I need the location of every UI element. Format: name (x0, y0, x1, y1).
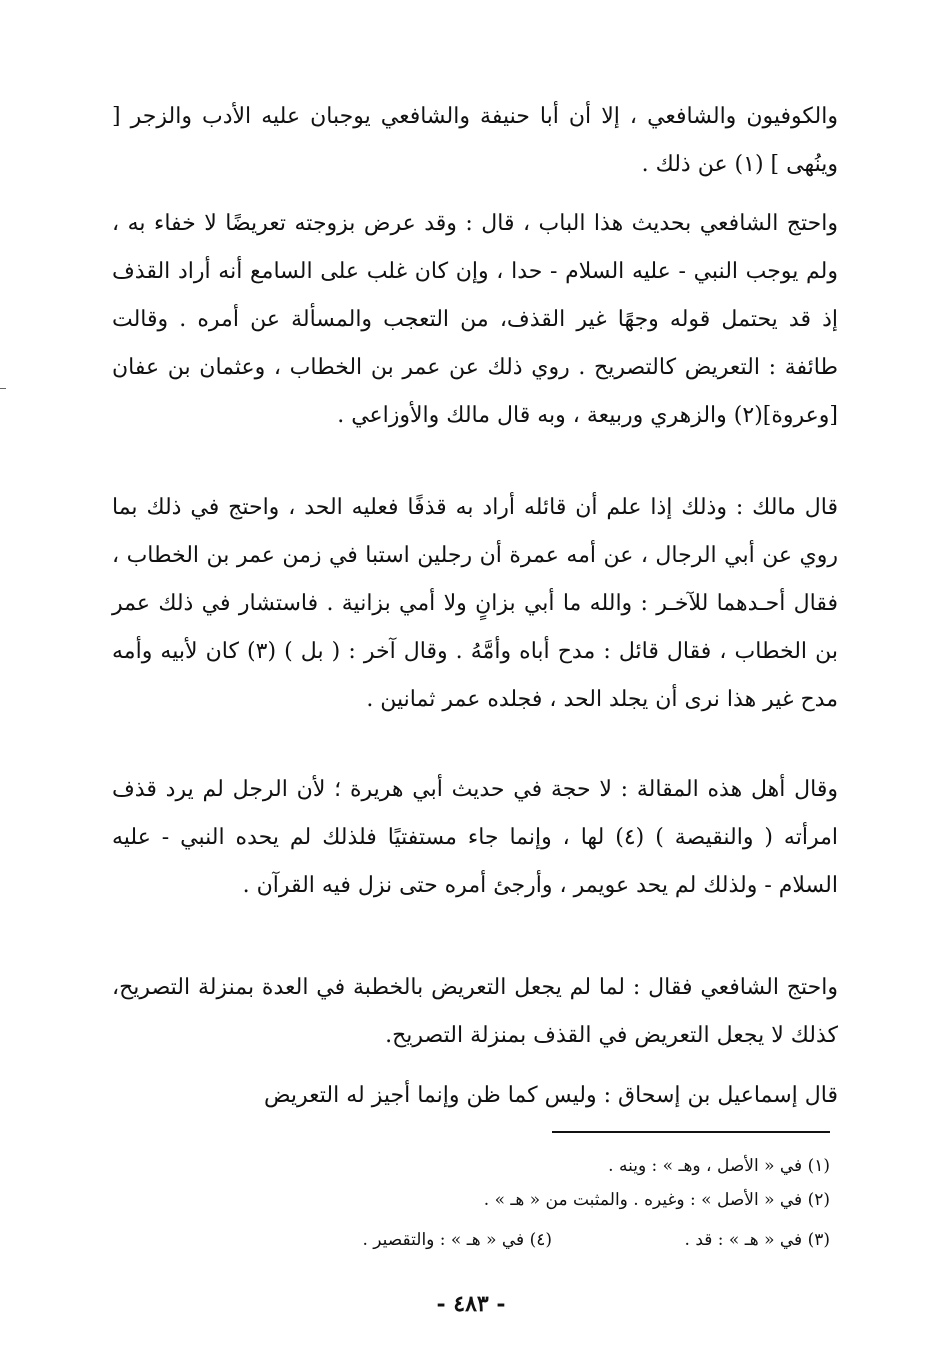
margin-mark (0, 388, 6, 389)
footnote-1: (١) في « الأصل ، وهـ » : وينه . (608, 1156, 830, 1176)
footnote-separator (552, 1131, 830, 1133)
paragraph-2: واحتج الشافعي بحديث هذا الباب ، قال : وقد عرض بزوجته تعريضًا لا خفاء به ، ولم يوجب النبي - عليه السلام - حدا ، وإن كان غلب على السامع أنه أراد القذف إذ قد يحتمل قوله وجهًا غير القذف، من التعجب والمسألة عن أمره . وقالت طائفة : التعريض كالتصريح . روي ذلك عن عمر بن الخطاب ، وعثمان بن عفان [وعروة](٢) والزهري وربيعة ، وبه قال مالك والأوزاعي . (112, 211, 838, 428)
footnote-3: (٣) في « هـ » : قد . (684, 1230, 830, 1250)
page-number: - ٤٨٣ - (436, 1291, 506, 1317)
paragraph-4: وقال أهل هذه المقالة : لا حجة في حديث أبي هريرة ؛ لأن الرجل لم يرد قذف امرأته ( والنقيصة ) (٤) لها ، وإنما جاء مستفتيًا فلذلك لم يحده النبي - عليه السلام - ولذلك لم يحد عويمر ، وأرجئ أمره حتى نزل فيه القرآن . (112, 777, 838, 898)
footnote-4: (٤) في « هـ » : والتقصير . (362, 1230, 552, 1250)
paragraph-1: والكوفيون والشافعي ، إلا أن أبا حنيفة والشافعي يوجبان عليه الأدب والزجر [ وينُهى ] (١) عن ذلك . (112, 104, 838, 177)
footnote-2: (٢) في « الأصل » : وغيره . والمثبت من « هـ » . (483, 1190, 830, 1210)
paragraph-6: قال إسماعيل بن إسحاق : وليس كما ظن وإنما أجيز له التعريض (263, 1083, 838, 1108)
paragraph-3: قال مالك : وذلك إذا علم أن قائله أراد به قذفًا فعليه الحد ، واحتج في ذلك بما روي عن أبي الرجال ، عن أمه عمرة أن رجلين استبا في زمن عمر بن الخطاب ، فقال أحـدهما للآخـر : والله ما أبي بزانٍ ولا أمي بزانية . فاستشار في ذلك عمر بن الخطاب ، فقال قائل : مدح أباه وأمَّهُ . وقال آخر : ( بل ) (٣) كان لأبيه وأمه مدح غير هذا نرى أن يجلد الحد ، فجلده عمر ثمانين . (112, 495, 838, 712)
paragraph-5: واحتج الشافعي فقال : لما لم يجعل التعريض بالخطبة في العدة بمنزلة التصريح، كذلك لا يجعل التعريض في القذف بمنزلة التصريح. (112, 975, 838, 1048)
